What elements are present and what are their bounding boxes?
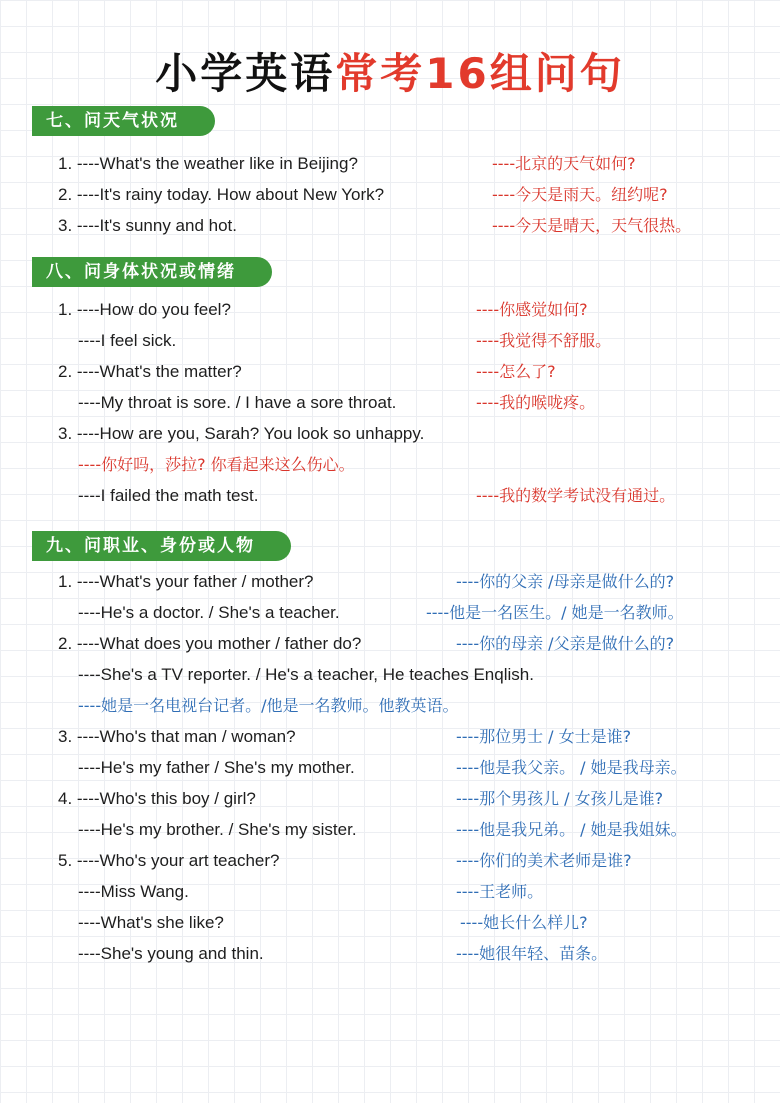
question-line: 1. ----How do you feel? — [58, 300, 231, 319]
question-line: 2. ----What's the matter? — [58, 362, 242, 381]
answer-line: ----她长什么样儿? — [460, 913, 588, 932]
answer-line: ----王老师。 — [456, 882, 544, 901]
answer-line: ----我的数学考试没有通过。 — [476, 486, 676, 505]
question-line: 3. ----Who's that man / woman? — [58, 727, 296, 746]
section-heading-health: 八、问身体状况或情绪 — [32, 257, 272, 287]
answer-line: ----你们的美术老师是谁? — [456, 851, 632, 870]
answer-line: ----怎么了? — [476, 362, 556, 381]
question-line: ----He's my brother. / She's my sister. — [78, 820, 357, 839]
question-line: ----I failed the math test. — [78, 486, 259, 505]
section-heading-occupation: 九、问职业、身份或人物 — [32, 531, 291, 561]
question-line: 2. ----What does you mother / father do? — [58, 634, 362, 653]
answer-line: ----她是一名电视台记者。/他是一名教师。他教英语。 — [78, 696, 459, 715]
answer-line: ----她很年轻、苗条。 — [456, 944, 608, 963]
question-line: 1. ----What's the weather like in Beijing? — [58, 154, 358, 173]
answer-line: ----那位男士 / 女士是谁? — [456, 727, 632, 746]
answer-line: ----我的喉咙疼。 — [476, 393, 596, 412]
answer-line: ----那个男孩儿 / 女孩儿是谁? — [456, 789, 664, 808]
answer-line: ----你感觉如何? — [476, 300, 588, 319]
section-heading-weather: 七、问天气状况 — [32, 106, 215, 136]
question-line: 4. ----Who's this boy / girl? — [58, 789, 256, 808]
answer-line: ----你好吗，莎拉? 你看起来这么伤心。 — [78, 455, 355, 474]
answer-line: ----今天是雨天。纽约呢? — [492, 185, 668, 204]
question-line: ----Miss Wang. — [78, 882, 189, 901]
question-line: 1. ----What's your father / mother? — [58, 572, 314, 591]
question-line: 2. ----It's rainy today. How about New York? — [58, 185, 385, 204]
question-line: ----He's my father / She's my mother. — [78, 758, 355, 777]
question-line: ----What's she like? — [78, 913, 224, 932]
answer-line: ----北京的天气如何? — [492, 154, 636, 173]
page-title — [0, 46, 780, 102]
title-part-black: 小学英语 — [155, 49, 336, 98]
question-line: ----I feel sick. — [78, 331, 177, 350]
question-line: 3. ----It's sunny and hot. — [58, 216, 237, 235]
answer-line: ----你的母亲 /父亲是做什么的? — [456, 634, 675, 653]
question-line: ----She's a TV reporter. / He's a teacher, He teaches Enqlish. — [78, 665, 534, 684]
question-line: 5. ----Who's your art teacher? — [58, 851, 280, 870]
answer-line: ----他是我父亲。 / 她是我母亲。 — [456, 758, 687, 777]
answer-line: ----他是一名医生。/ 她是一名教师。 — [426, 603, 684, 622]
question-line: ----My throat is sore. / I have a sore throat. — [78, 393, 397, 412]
answer-line: ----你的父亲 /母亲是做什么的? — [456, 572, 675, 591]
answer-line: ----他是我兄弟。 / 她是我姐妹。 — [456, 820, 687, 839]
answer-line: ----今天是晴天，天气很热。 — [492, 216, 692, 235]
title-part-red: 常考16组问句 — [335, 49, 625, 98]
question-line: 3. ----How are you, Sarah? You look so unhappy. — [58, 424, 425, 443]
answer-line: ----我觉得不舒服。 — [476, 331, 612, 350]
question-line: ----She's young and thin. — [78, 944, 264, 963]
question-line: ----He's a doctor. / She's a teacher. — [78, 603, 340, 622]
